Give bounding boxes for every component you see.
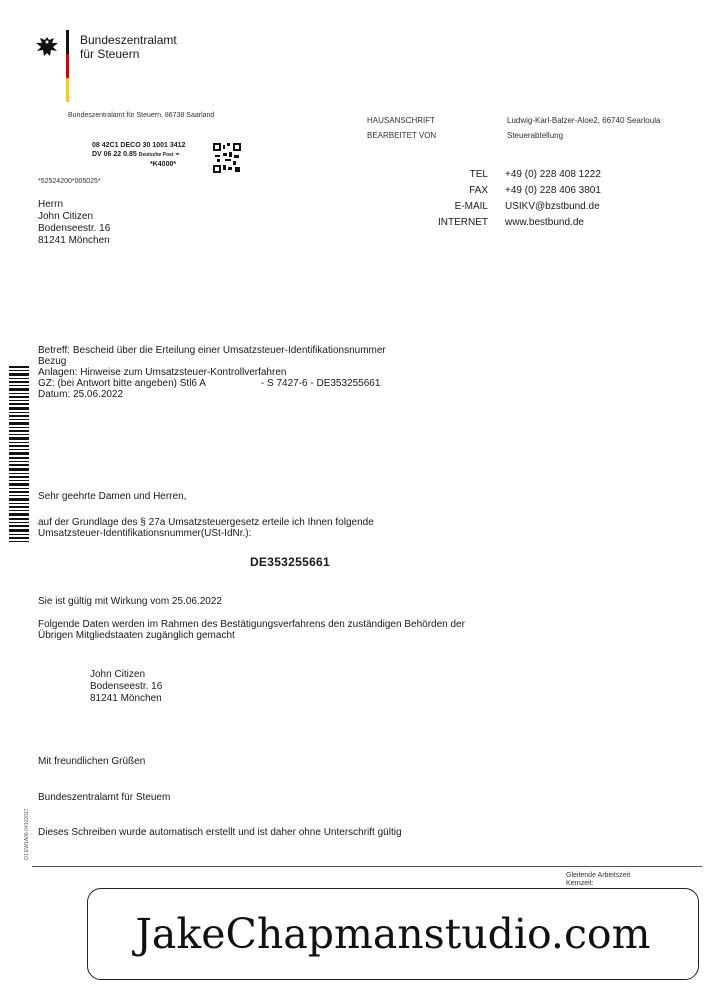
subject-anlagen: Anlagen: Hinweise zum Umsatzsteuer-Kontrollverfahren: [38, 367, 287, 378]
kernzeit: Kernzeit:: [566, 880, 594, 887]
subject-gz: [38, 378, 386, 389]
letterhead-line2: für Steuern: [80, 47, 140, 61]
flag-bar: [66, 30, 69, 102]
subject-block: [38, 345, 386, 400]
auto-note: Dieses Schreiben wurde automatisch erstellt und ist daher ohne Unterschrift gültig: [38, 827, 402, 838]
side-code: [18, 780, 34, 860]
contact-block: [0, 168, 720, 228]
hausanschrift-label: HAUSANSCHRIFT: [367, 116, 436, 125]
hausanschrift-value: Ludwig-Karl-Balzer-Aloe2, 66740 Searloula: [507, 116, 661, 125]
postal-code-line: *K4000*: [150, 161, 177, 168]
fax-value: +49 (0) 228 406 3801: [505, 185, 601, 196]
sender-line: Bundeszentralamt für Steuern, 86738 Saarland: [68, 112, 215, 119]
data-line1: Folgende Daten werden im Rahmen des Bestätigungsverfahrens den zuständigen Behörden der: [38, 619, 465, 630]
watermark-text: JakeChapmanstudio.com: [135, 910, 651, 958]
recipient-name: John Citizen: [38, 211, 94, 222]
footer-divider: [32, 866, 702, 867]
postal-code-text: DV 06 22 0.85: [92, 151, 137, 158]
subject-bezug: Bezug: [38, 356, 67, 367]
email-label: E-MAIL: [454, 201, 488, 212]
data-line2: Übrigen Mitgliedstaaten zugänglich gemacht: [38, 630, 235, 641]
fax-label: FAX: [469, 185, 488, 196]
postal-code-line: [92, 150, 185, 160]
side-code-text: O1 EW1A06 04102017: [24, 808, 30, 860]
eu-address: [90, 669, 162, 705]
deutsche-post-label: Deutsche Post: [138, 152, 174, 158]
footer-info: [566, 872, 630, 888]
post-horn-icon: ⌁: [175, 151, 180, 158]
gz-right: - S 7427-6 - DE353255661: [260, 378, 381, 389]
eu-address-street: Bodenseestr. 16: [90, 681, 163, 692]
internet-label: INTERNET: [438, 217, 488, 228]
recipient-salutation: Herrn: [38, 199, 64, 210]
bearbeitet-label: BEARBEITET VON: [367, 131, 437, 140]
eu-address-city: 81241 Mönchen: [90, 693, 162, 704]
valid-text: Sie ist gültig mit Wirkung vom 25.06.2022: [38, 596, 222, 607]
bearbeitet-value: Steuerabtellung: [507, 131, 564, 140]
gz-left: GZ: (bei Antwort bitte angeben) Stl6 A: [38, 378, 206, 389]
letterhead: [80, 33, 177, 61]
data-notice: [38, 619, 465, 641]
tel-label: TEL: [469, 169, 488, 180]
recipient-city: 81241 Mönchen: [38, 235, 110, 246]
intro-line2: Umsatzsteuer-Identifikationsnummer(USt-IdNr.):: [38, 528, 252, 539]
postal-code-line: 08 42C1 DECO 30 1001 3412: [92, 142, 186, 149]
letterhead-line1: Bundeszentralamt: [80, 33, 177, 47]
intro-text: [38, 517, 374, 539]
subject-betreff: Betreff: Bescheid über die Erteilung einer Umsatzsteuer-Identifikationsnummer: [38, 345, 386, 356]
closing: Mit freundlichen Grüßen: [38, 756, 146, 767]
side-barcode: [9, 366, 29, 542]
postal-code-block: [92, 141, 185, 169]
eagle-logo-icon: [34, 34, 60, 60]
signature: Bundeszentralamt für Steuem: [38, 792, 171, 803]
subject-datum: Datum: 25.06.2022: [38, 389, 124, 400]
reference-code: *52524200*005025*: [38, 178, 101, 185]
internet-value: www.bestbund.de: [505, 217, 584, 228]
ust-id-number: DE353255661: [249, 555, 331, 569]
tel-value: +49 (0) 228 408 1222: [505, 169, 601, 180]
greeting: Sehr geehrte Damen und Herren,: [38, 491, 187, 502]
eu-address-name: John Citizen: [90, 669, 146, 680]
email-value: USIKV@bzstbund.de: [505, 201, 600, 212]
recipient-street: Bodenseestr. 16: [38, 223, 111, 234]
gleitende-arbeitszeit: Gleitende Arbeitszeit: [566, 872, 631, 879]
intro-line1: auf der Grundlage des § 27a Umsatzsteuergesetz erteile ich Ihnen folgende: [38, 517, 374, 528]
watermark-banner: [87, 888, 699, 980]
